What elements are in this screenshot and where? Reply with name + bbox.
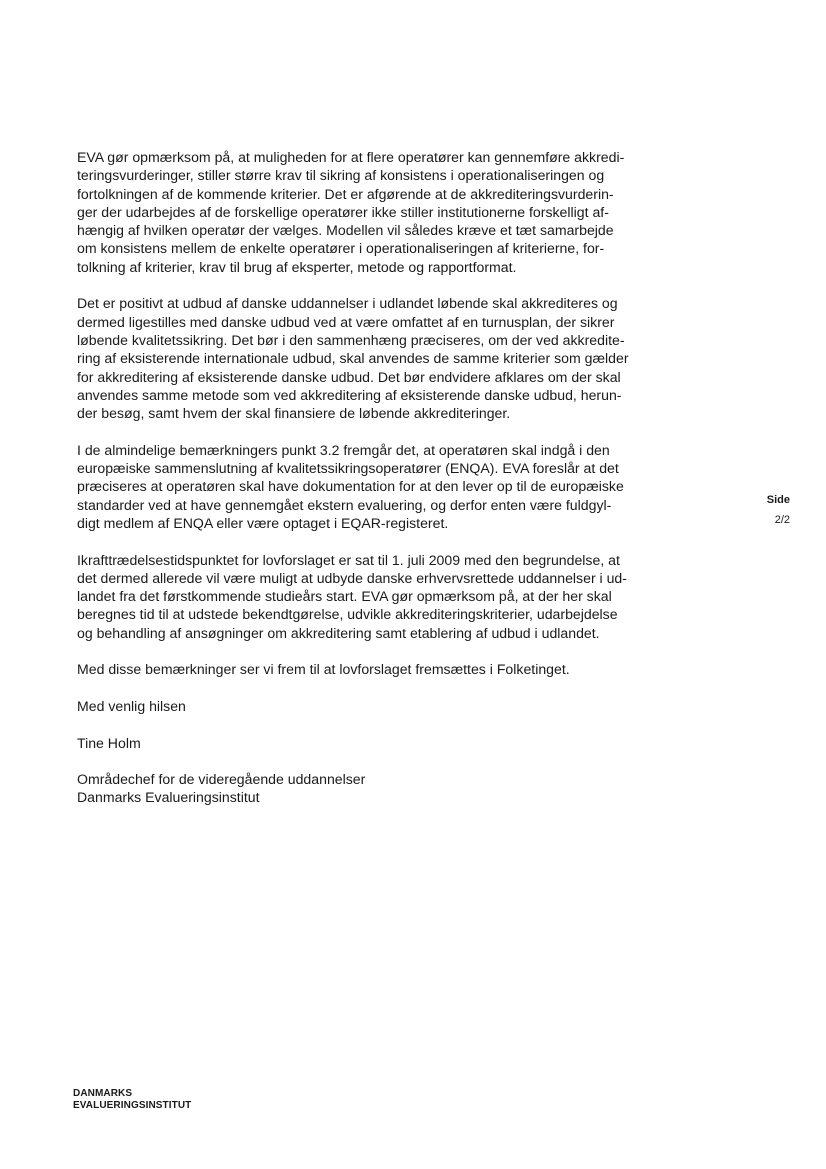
paragraph-consistency [77, 148, 667, 276]
signer-name [77, 734, 667, 752]
text-line: præciseres at operatøren skal have dokumentation for at den lever op til de europæiske [77, 478, 624, 495]
text-line: teringsvurderinger, stiller større krav til sikring af konsistens i operationaliseringen og [77, 167, 605, 184]
text-line: standarder ved at have gennemgået ekstern evaluering, og derfor enten være fuldgyl- [77, 496, 612, 513]
text-line: Med venlig hilsen [77, 697, 186, 714]
text-line: Ikrafttrædelsestidspunktet for lovforslaget er sat til 1. juli 2009 med den begrundelse, at [77, 551, 620, 568]
paragraph-international-programmes [77, 294, 667, 422]
text-line: om konsistens mellem de enkelte operatører i operationaliseringen af kriterierne, for- [77, 240, 605, 257]
text-line: Det er positivt at udbud af danske uddannelser i udlandet løbende skal akkrediteres og [77, 295, 618, 312]
text-line: EVA gør opmærksom på, at muligheden for at flere operatører kan gennemføre akkredi- [77, 149, 625, 165]
page-number: 2/2 [774, 514, 790, 526]
signer-title [77, 770, 667, 807]
text-line: anvendes samme metode som ved akkreditering af eksisterende danske udbud, herun- [77, 386, 622, 403]
text-line: der besøg, samt hvem der skal finansiere de løbende akkrediteringer. [77, 405, 511, 422]
page-label: Side [766, 494, 790, 506]
paragraph-enqa [77, 441, 667, 532]
text-line: løbende kvalitetssikring. Det bør i den sammenhæng præciseres, om der ved akkredite- [77, 331, 625, 348]
letter-body [77, 148, 667, 825]
institute-logo [73, 1088, 191, 1112]
text-line: Områdechef for de videregående uddannelser [77, 771, 366, 788]
text-line: tolkning af kriterier, krav til brug af eksperter, metode og rapportformat. [77, 258, 517, 275]
text-line: fortolkningen af de kommende kriterier. Det er afgørende at de akkrediteringsvurderin- [77, 185, 614, 202]
text-line: europæiske sammenslutning af kvalitetssikringsoperatører (ENQA). EVA foreslår at det [77, 460, 619, 477]
text-line: og behandling af ansøgninger om akkreditering samt etablering af udbud i udlandet. [77, 624, 600, 641]
text-line: hængig af hvilken operatør der vælges. Modellen vil således kræve et tæt samarbejde [77, 222, 614, 239]
text-line: Danmarks Evalueringsinstitut [77, 789, 260, 806]
paragraph-closing-remark [77, 660, 667, 678]
text-line: for akkreditering af eksisterende danske udbud. Det bør endvidere afklares om der skal [77, 368, 621, 385]
text-line: beregnes tid til at udstede bekendtgørelse, udvikle akkrediteringskriterier, udarbejdelse [77, 606, 618, 623]
text-line: digt medlem af ENQA eller være optaget i EQAR-registeret. [77, 514, 449, 531]
logo-line-2: EVALUERINGSINSTITUT [73, 1100, 192, 1111]
text-line: Tine Holm [77, 734, 141, 751]
text-line: I de almindelige bemærkningers punkt 3.2 fremgår det, at operatøren skal indgå i den [77, 441, 610, 458]
text-line: landet fra det førstkommende studieårs start. EVA gør opmærksom på, at der her skal [77, 588, 612, 605]
salutation [77, 697, 667, 715]
paragraph-effective-date [77, 551, 667, 642]
text-line: ger der udarbejdes af de forskellige operatører ikke stiller institutionerne forskelligt af- [77, 203, 609, 220]
text-line: det dermed allerede vil være muligt at udbyde danske erhvervsrettede uddannelser i ud- [77, 569, 627, 586]
text-line: dermed ligestilles med danske udbud ved at være omfattet af en turnusplan, der sikrer [77, 313, 615, 330]
text-line: Med disse bemærkninger ser vi frem til at lovforslaget fremsættes i Folketinget. [77, 661, 570, 678]
text-line: ring af eksisterende internationale udbud, skal anvendes de samme kriterier som gælder [77, 350, 629, 367]
logo-line-1: DANMARKS [73, 1088, 133, 1099]
